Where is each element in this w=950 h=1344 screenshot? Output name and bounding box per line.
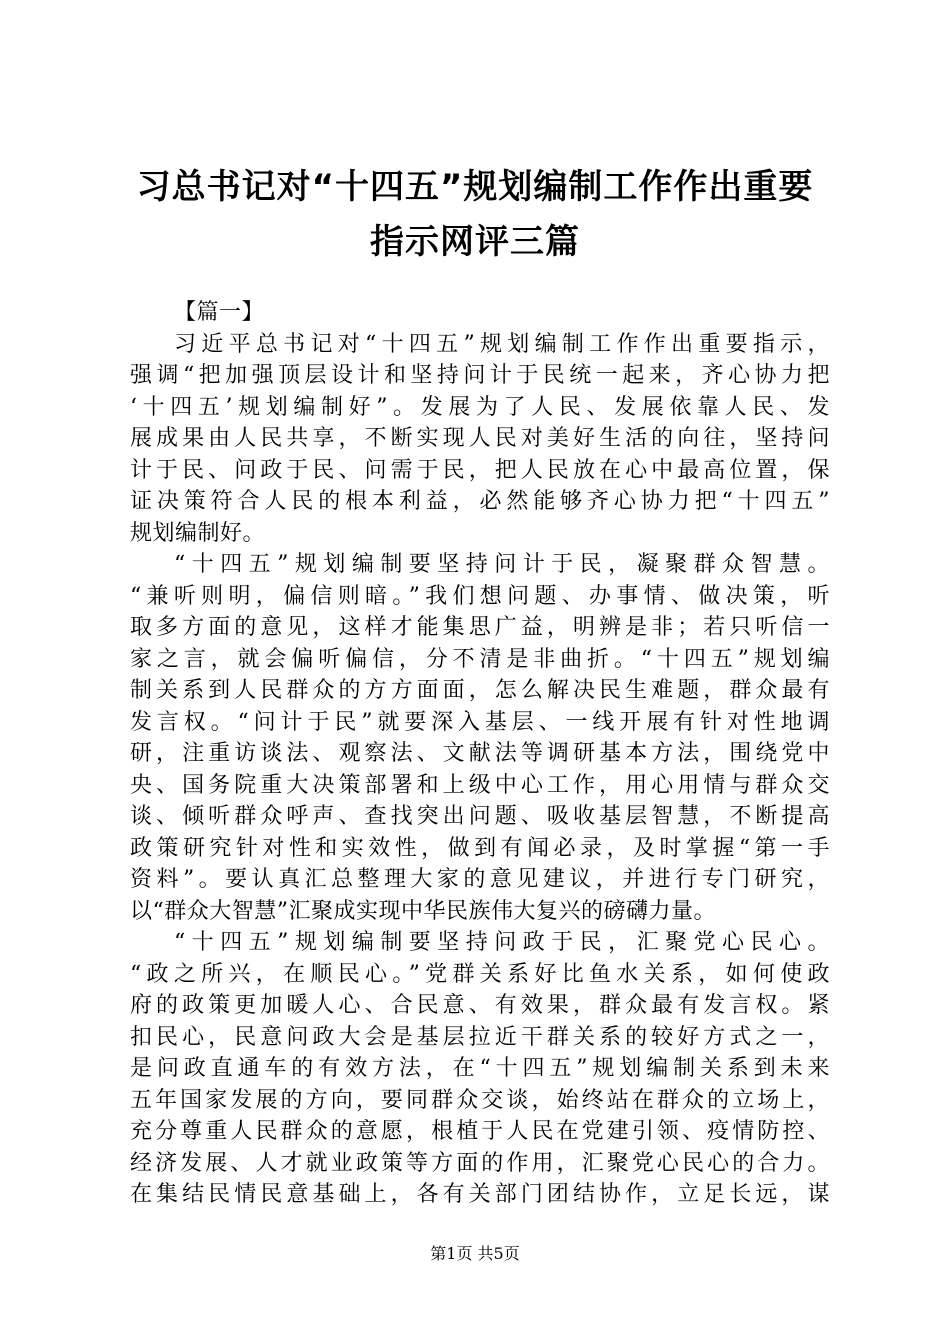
text-line: 制关系到人民群众的方方面面，怎么解决民生难题，群众最有 bbox=[130, 678, 830, 703]
text-line: 谈、倾听群众呼声、查找突出问题、吸收基层智慧，不断提高 bbox=[130, 804, 830, 829]
document-body bbox=[130, 297, 830, 1211]
text-line: 取多方面的意见，这样才能集思广益，明辨是非；若只听信一 bbox=[130, 615, 830, 640]
text-line: 以“群众大智慧”汇聚成实现中华民族伟大复兴的磅礴力量。 bbox=[130, 898, 716, 924]
text-line: “十四五”规划编制要坚持问计于民，凝聚群众智慧。 bbox=[174, 552, 830, 577]
text-line: “政之所兴，在顺民心。”党群关系好比鱼水关系，如何使政 bbox=[130, 961, 830, 987]
text-line: 家之言，就会偏听偏信，分不清是非曲折。“十四五”规划编 bbox=[130, 646, 830, 672]
text-line: 发言权。“问计于民”就要深入基层、一线开展有针对性地调 bbox=[130, 709, 830, 735]
document-title bbox=[110, 160, 840, 270]
text-line: 规划编制好。 bbox=[130, 520, 266, 546]
text-line: 充分尊重人民群众的意愿，根植于人民在党建引领、疫情防控、 bbox=[130, 1119, 830, 1144]
text-line: 在集结民情民意基础上，各有关部门团结协作，立足长远，谋 bbox=[130, 1182, 830, 1207]
page-footer: 第1页 共5页 bbox=[430, 1244, 520, 1263]
text-line: 展成果由人民共享，不断实现人民对美好生活的向往，坚持问 bbox=[130, 426, 830, 451]
text-line: “兼听则明，偏信则暗。”我们想问题、办事情、做决策，听 bbox=[130, 583, 830, 609]
title-line-2: 指示网评三篇 bbox=[370, 222, 580, 262]
text-line: 证决策符合人民的根本利益，必然能够齐心协力把“十四五” bbox=[130, 489, 830, 514]
text-line: 计于民、问政于民、问需于民，把人民放在心中最高位置，保 bbox=[130, 457, 830, 483]
text-line: ‘十四五’规划编制好”。发展为了人民、发展依靠人民、发 bbox=[130, 394, 830, 420]
text-line: 央、国务院重大决策部署和上级中心工作，用心用情与群众交 bbox=[130, 772, 830, 798]
section-heading: 【篇一】 bbox=[174, 300, 265, 325]
text-line: 强调“把加强顶层设计和坚持问计于民统一起来，齐心协力把 bbox=[130, 363, 830, 388]
text-line: 经济发展、人才就业政策等方面的作用，汇聚党心民心的合力。 bbox=[130, 1150, 830, 1176]
text-line: 五年国家发展的方向，要同群众交谈，始终站在群众的立场上， bbox=[130, 1087, 830, 1113]
title-line-1: 习总书记对“十四五”规划编制工作作出重要 bbox=[136, 167, 814, 207]
text-line: 是问政直通车的有效方法，在“十四五”规划编制关系到未来 bbox=[130, 1056, 830, 1081]
text-line: 研，注重访谈法、观察法、文献法等调研基本方法，围绕党中 bbox=[130, 741, 830, 766]
text-line: 资料”。要认真汇总整理大家的意见建议，并进行专门研究， bbox=[130, 867, 830, 892]
text-line: 府的政策更加暖人心、合民意、有效果，群众最有发言权。紧 bbox=[130, 993, 830, 1018]
text-line: 扣民心，民意问政大会是基层拉近干群关系的较好方式之一， bbox=[130, 1024, 830, 1050]
text-line: 政策研究针对性和实效性，做到有闻必录，及时掌握“第一手 bbox=[130, 835, 830, 861]
text-line: 习近平总书记对“十四五”规划编制工作作出重要指示， bbox=[174, 331, 830, 357]
text-line: “十四五”规划编制要坚持问政于民，汇聚党心民心。 bbox=[174, 930, 830, 955]
